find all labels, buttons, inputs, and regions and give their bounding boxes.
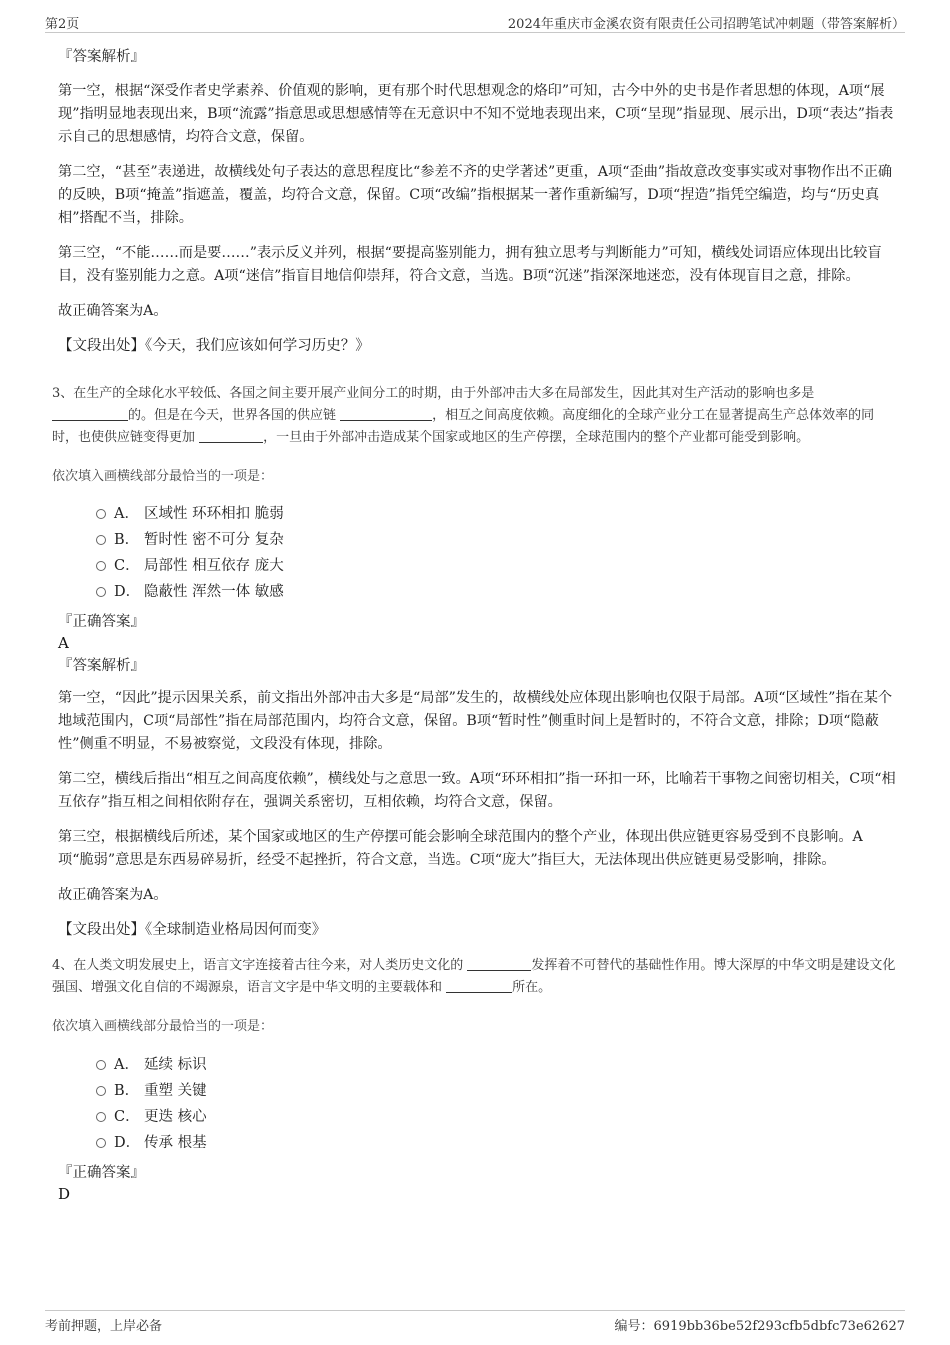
page-header <box>45 12 905 33</box>
radio-icon[interactable] <box>96 561 106 571</box>
q4-stem-part-a: 4、在人类文明发展史上，语言文字连接着古往今来，对人类历史文化的 <box>52 958 464 973</box>
q3-stem <box>52 383 898 449</box>
q3-option-d[interactable]: D． 隐蔽性 浑然一体 敏感 <box>58 579 898 605</box>
q4-blank-2 <box>446 978 512 993</box>
q3-correct-tag: 『正确答案』 <box>58 614 145 630</box>
q4-stem-part-c: 所在。 <box>512 980 552 995</box>
q3-blank-1 <box>52 406 128 421</box>
q4-stem <box>52 955 898 999</box>
q4-options <box>58 1052 898 1156</box>
q2-analysis-para-3: 第三空，“不能……而是要……”表示反义并列，根据“要提高鉴别能力，拥有独立思考与判断能力”可知，横线处词语应体现出比较盲目，没有鉴别能力之意。A项“迷信”指盲目地信仰崇拜，符合文意，当选。B项“沉迷”指深深地迷恋，没有体现盲目之意，排除。 <box>58 245 882 284</box>
radio-icon[interactable] <box>96 509 106 519</box>
q4-option-b[interactable]: B． 重塑 关键 <box>58 1078 898 1104</box>
q3-analysis-para-1: 第一空，“因此”提示因果关系，前文指出外部冲击大多是“局部”发生的，故横线处应体现出影响也仅限于局部。A项“区域性”指在某个地域范围内，C项“局部性”指在局部范围内，均符合文意，保留。B项“暂时性”侧重时间上是暂时的，不符合文意，排除；D项“隐蔽性”侧重不明显，不易被察觉，文段没有体现，排除。 <box>58 690 893 752</box>
page-number: 第2页 <box>45 17 80 32</box>
q3-stem-part-c: ，相互之间高度依赖。高度细化的全球产业分工在显著提高生产总体效率的同时，也使供应链变得更加 <box>52 408 875 445</box>
page-content <box>52 46 898 1206</box>
q3-instruction: 依次填入画横线部分最恰当的一项是： <box>52 469 274 484</box>
radio-icon[interactable] <box>96 1112 106 1122</box>
document-title: 2024年重庆市金溪农资有限责任公司招聘笔试冲刺题（带答案解析） <box>507 17 905 32</box>
page-footer <box>45 1310 905 1333</box>
footer-code: 编号：6919bb36be52f293cfb5dbfc73e62627 <box>614 1319 905 1334</box>
q3-stem-part-a: 3、在生产的全球化水平较低、各国之间主要开展产业间分工的时期，由于外部冲击大多在局部发生，因此其对生产活动的影响也多是 <box>52 386 815 401</box>
radio-icon[interactable] <box>96 1138 106 1148</box>
q3-analysis-tag: 『答案解析』 <box>58 658 145 674</box>
q3-analysis-para-3: 第三空，根据横线后所述，某个国家或地区的生产停摆可能会影响全球范围内的整个产业，体现出供应链更容易受到不良影响。A项“脆弱”意思是东西易碎易折，经受不起挫折，符合文意，当选。C项“庞大”指巨大，无法体现出供应链更易受影响，排除。 <box>58 829 863 868</box>
q3-correct-answer: A <box>58 634 69 652</box>
q3-analysis-para-2: 第二空，横线后指出“相互之间高度依赖”，横线处与之意思一致。A项“环环相扣”指一环扣一环，比喻若干事物之间密切相关，C项“相互依存”指互相之间相依附存在，强调关系密切，互相依赖，均符合文意，保留。 <box>58 771 896 810</box>
q3-conclusion: 故正确答案为A。 <box>58 887 168 903</box>
q4-blank-1 <box>467 956 531 971</box>
q3-options <box>58 501 898 605</box>
q4-stem-part-b: 发挥着不可替代的基础性作用。博大深厚的中华文明是建设文化强国、增强文化自信的不竭源泉，语言文字是中华文明的主要载体和 <box>52 958 896 995</box>
q3-stem-part-d: ，一旦由于外部冲击造成某个国家或地区的生产停摆，全球范围内的整个产业都可能受到影响。 <box>263 430 810 445</box>
q4-correct-answer: D <box>58 1185 71 1203</box>
q3-source: 【文段出处】《全球制造业格局因何而变》 <box>58 922 327 938</box>
q3-blank-2 <box>340 406 432 421</box>
q2-source: 【文段出处】《今天，我们应该如何学习历史？》 <box>58 338 370 354</box>
q4-option-d[interactable]: D． 传承 根基 <box>58 1130 898 1156</box>
radio-icon[interactable] <box>96 587 106 597</box>
q3-option-b[interactable]: B． 暂时性 密不可分 复杂 <box>58 527 898 553</box>
q4-correct-tag: 『正确答案』 <box>58 1165 145 1181</box>
q2-analysis-tag: 『答案解析』 <box>58 49 145 65</box>
q3-blank-3 <box>199 428 263 443</box>
q3-option-a[interactable]: A． 区域性 环环相扣 脆弱 <box>58 501 898 527</box>
q2-conclusion: 故正确答案为A。 <box>58 303 168 319</box>
q4-option-c[interactable]: C． 更迭 核心 <box>58 1104 898 1130</box>
q4-option-a[interactable]: A． 延续 标识 <box>58 1052 898 1078</box>
q2-analysis-para-2: 第二空，“甚至”表递进，故横线处句子表达的意思程度比“参差不齐的史学著述”更重，A项“歪曲”指故意改变事实或对事物作出不正确的反映，B项“掩盖”指遮盖，覆盖，均符合文意，保留。C项“改编”指根据某一著作重新编写，D项“捏造”指凭空编造，均与“历史真相”搭配不当，排除。 <box>58 164 893 226</box>
radio-icon[interactable] <box>96 535 106 545</box>
q4-instruction: 依次填入画横线部分最恰当的一项是： <box>52 1019 274 1034</box>
radio-icon[interactable] <box>96 1060 106 1070</box>
radio-icon[interactable] <box>96 1086 106 1096</box>
q2-analysis-para-1: 第一空，根据“深受作者史学素养、价值观的影响，更有那个时代思想观念的烙印”可知，古今中外的史书是作者思想的体现，A项“展现”指明显地表现出来，B项“流露”指意思或思想感情等在无意识中不知不觉地表现出来，C项“呈现”指显现、展示出，D项“表达”指表示自己的思想感情，均符合文意，保留。 <box>58 83 894 145</box>
footer-slogan: 考前押题，上岸必备 <box>45 1319 163 1334</box>
q3-option-c[interactable]: C． 局部性 相互依存 庞大 <box>58 553 898 579</box>
q3-stem-part-b: 的。但是在今天，世界各国的供应链 <box>128 408 337 423</box>
